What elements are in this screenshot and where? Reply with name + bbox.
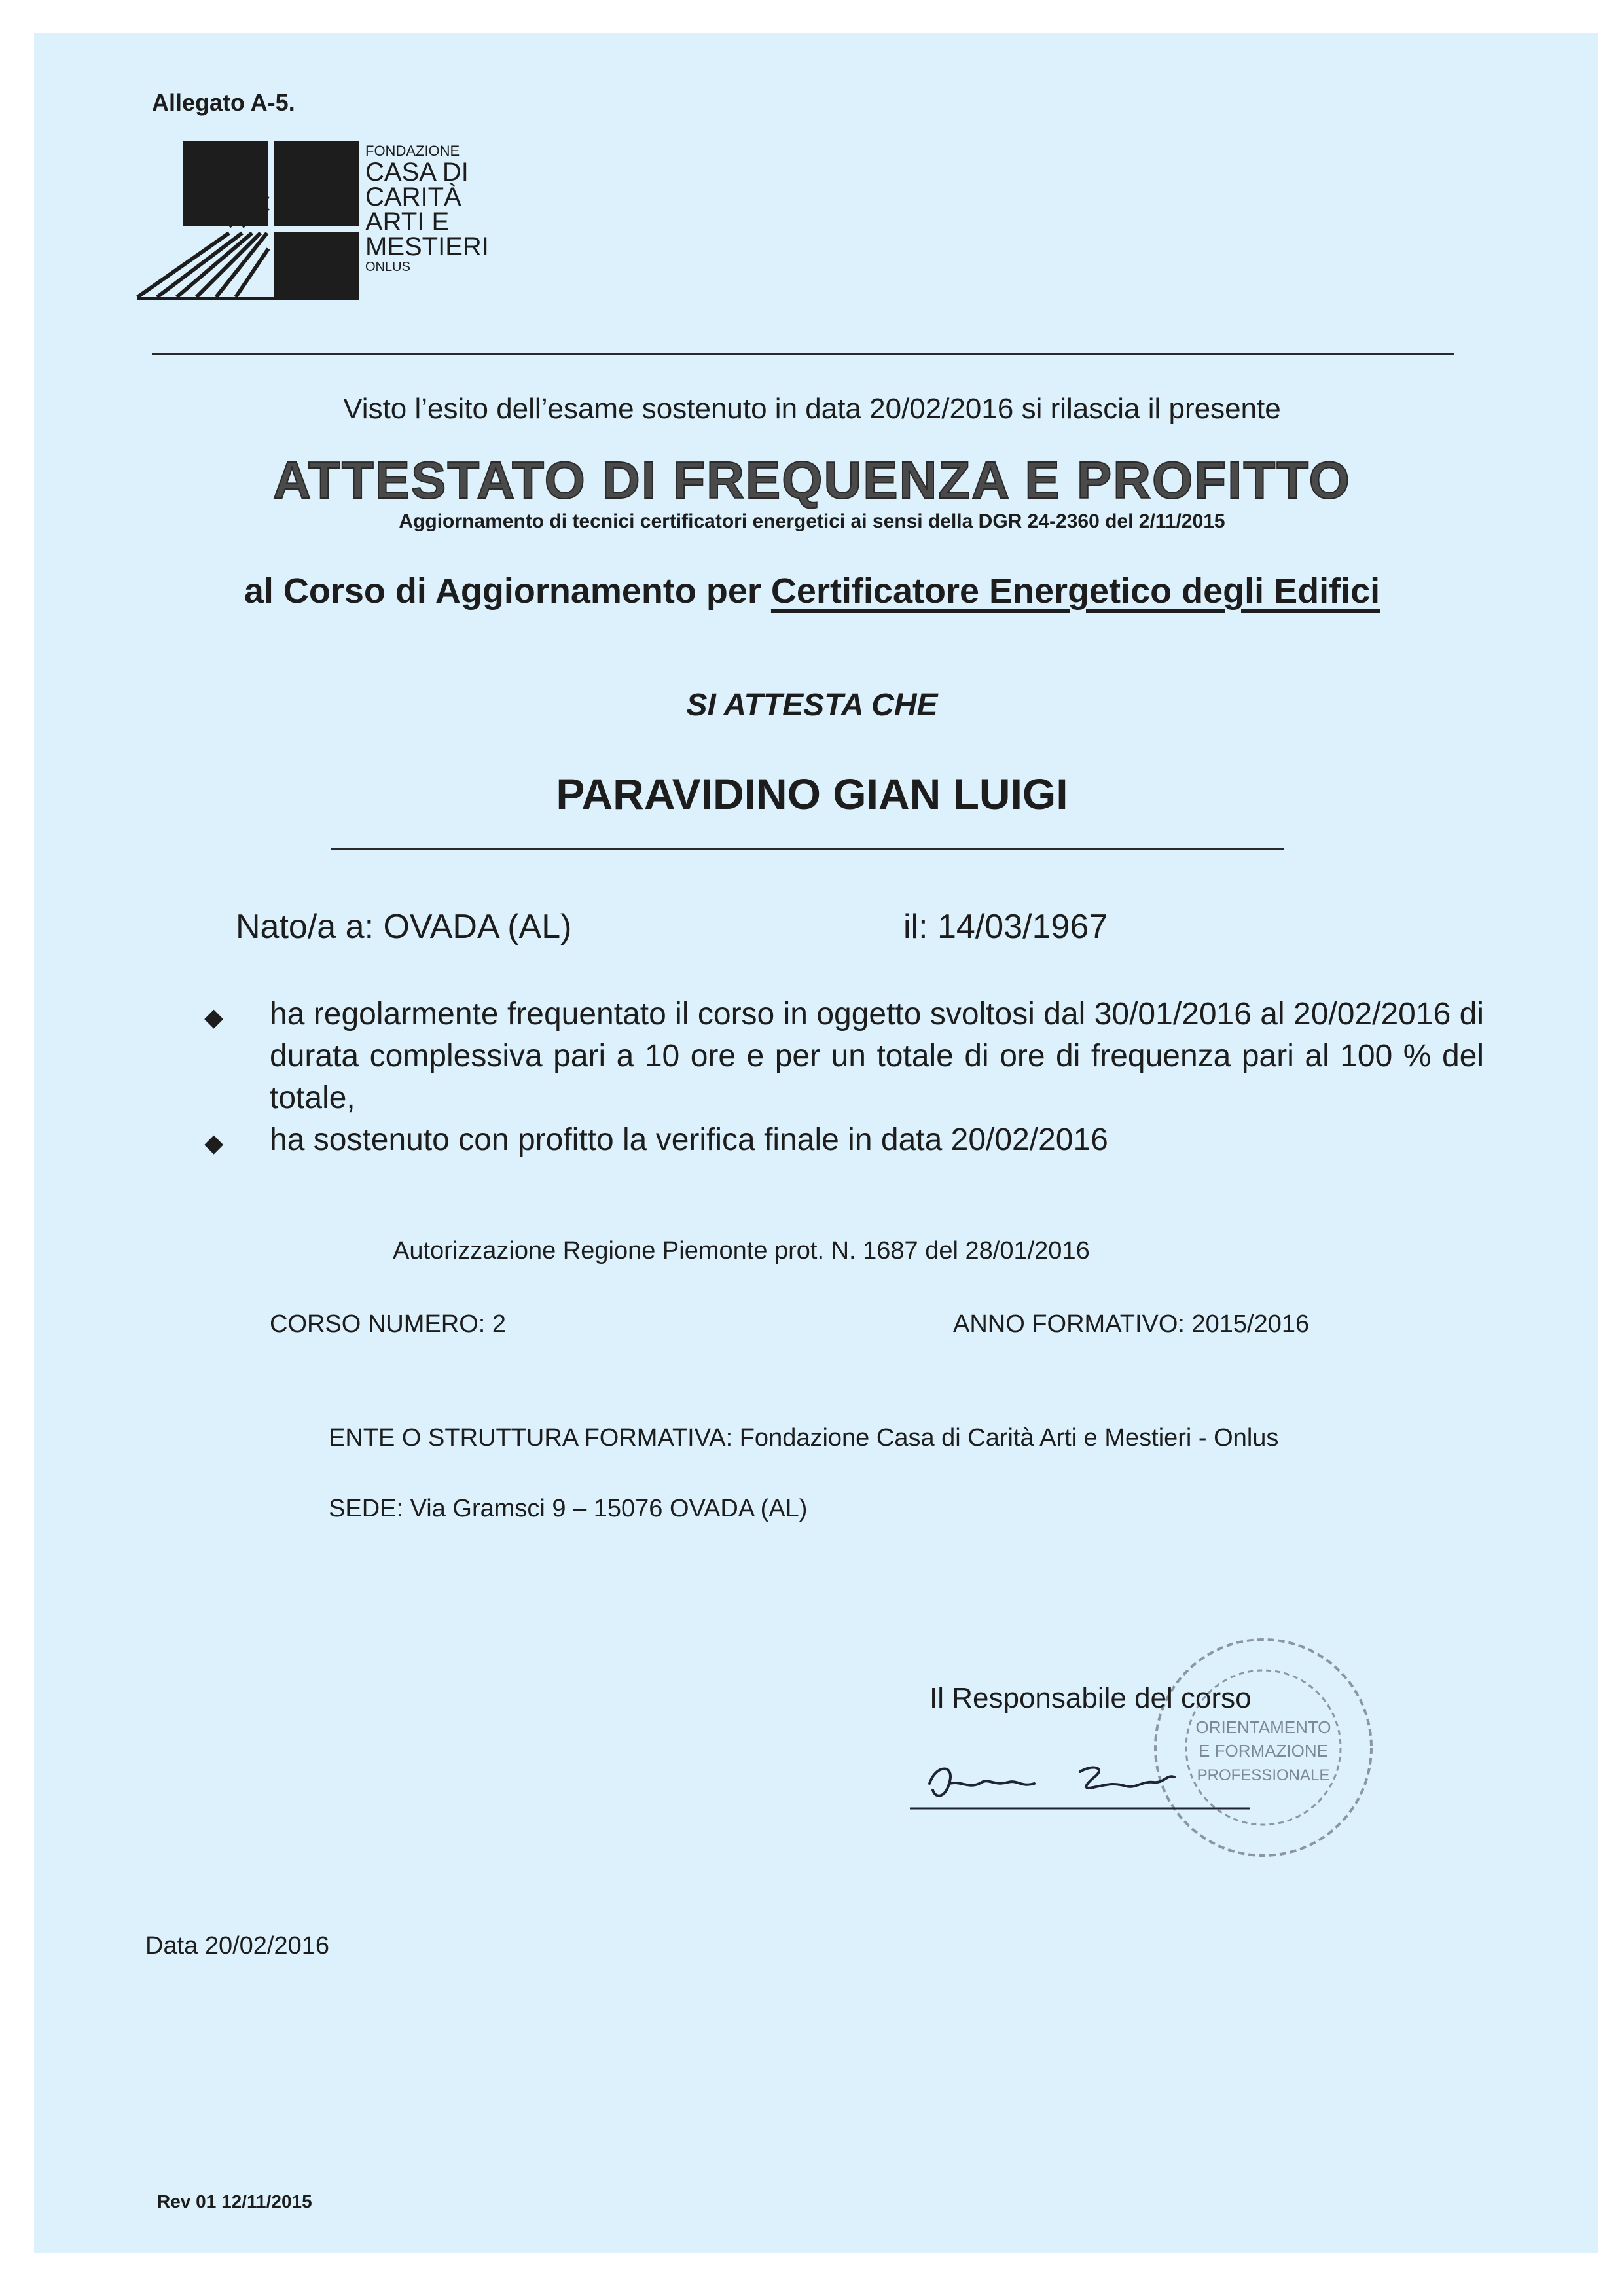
attesta-label: SI ATTESTA CHE — [686, 688, 938, 723]
course-name: Certificatore Energetico degli Edifici — [770, 571, 1380, 611]
logo-line-2: CASA DI — [365, 158, 469, 187]
course-line — [0, 571, 1624, 611]
logo-line-3: CARITÀ — [365, 183, 461, 211]
allegato-label: Allegato A-5. — [152, 89, 295, 116]
anno-formativo: ANNO FORMATIVO: 2015/2016 — [953, 1310, 1310, 1338]
birth-place: Nato/a a: OVADA (AL) — [236, 908, 572, 946]
certificate-title: ATTESTATO DI FREQUENZA E PROFITTO — [273, 451, 1351, 509]
person-name: PARAVIDINO GIAN LUIGI — [556, 770, 1068, 818]
intro-text: Visto l’esito dell’esame sostenuto in data 20/02/2016 si rilascia il presente — [343, 393, 1281, 425]
logo-line-1: FONDAZIONE — [365, 143, 460, 159]
certificate-subtitle: Aggiornamento di tecnici certificatori energetici ai sensi della DGR 24-2360 del 2/11/2015 — [399, 511, 1225, 532]
handwritten-signature — [910, 1744, 1250, 1816]
header-divider — [152, 353, 1454, 355]
logo-line-6: ONLUS — [365, 260, 410, 274]
birth-date: il: 14/03/1967 — [903, 908, 1108, 946]
course-prefix: al Corso di Aggiornamento per — [244, 571, 771, 611]
autorizzazione-text: Autorizzazione Regione Piemonte prot. N. 1687 del 28/01/2016 — [393, 1237, 1090, 1265]
revision-label: Rev 01 12/11/2015 — [157, 2191, 312, 2212]
bullet-attendance: ha regolarmente frequentato il corso in oggetto svoltosi dal 30/01/2016 al 20/02/2016 di durata complessiva pari a 10 ore e per un totale di ore di frequenza pari al 100 % del totale, — [270, 997, 1484, 1115]
logo-line-5: MESTIERI — [365, 232, 489, 261]
ente-formativo: ENTE O STRUTTURA FORMATIVA: Fondazione Casa di Carità Arti e Mestieri - Onlus — [329, 1424, 1279, 1452]
stamp-line-2: E FORMAZIONE — [1199, 1741, 1328, 1761]
sede: SEDE: Via Gramsci 9 – 15076 OVADA (AL) — [329, 1495, 808, 1522]
corso-numero: CORSO NUMERO: 2 — [270, 1310, 507, 1338]
stamp-line-1: ORIENTAMENTO — [1195, 1717, 1331, 1737]
bullet-diamond-icon: ◆ — [204, 1130, 224, 1157]
stamp-line-3: PROFESSIONALE — [1197, 1767, 1330, 1784]
logo-line-4: ARTI E — [365, 207, 450, 236]
bullet-final-exam: ha sostenuto con profitto la verifica finale in data 20/02/2016 — [270, 1122, 1108, 1157]
fondazione-logo — [131, 137, 497, 304]
signature-label: Il Responsabile del corso — [929, 1682, 1252, 1714]
bullet-diamond-icon: ◆ — [204, 1004, 224, 1031]
name-divider — [331, 848, 1284, 850]
issue-date: Data 20/02/2016 — [145, 1932, 330, 1960]
